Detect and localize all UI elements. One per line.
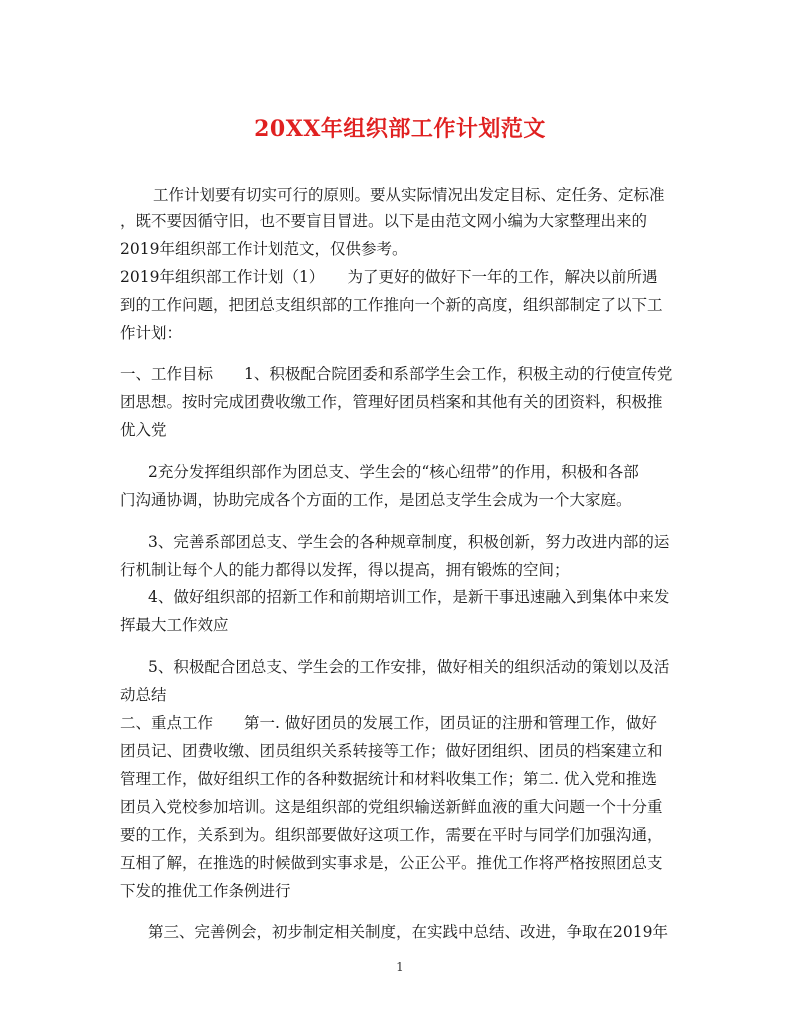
body-line: 第三、完善例会，初步制定相关制度，在实践中总结、改进，争取在2019年 bbox=[148, 923, 668, 941]
body-line: 挥最大工作效应 bbox=[120, 616, 229, 634]
body-line: 2019年组织部工作计划（1） 为了更好的做好下一年的工作，解决以前所遇 bbox=[120, 268, 658, 286]
body-line: 动总结 bbox=[120, 686, 167, 704]
body-line: 下发的推优工作条例进行 bbox=[120, 882, 291, 900]
body-line: 管理工作，做好组织工作的各种数据统计和材料收集工作；第二. 优入党和推选 bbox=[120, 770, 657, 788]
body-line: 一、工作目标 1、积极配合院团委和系部学生会工作，积极主动的行使宣传党 bbox=[120, 365, 673, 383]
body-line: 团员入党校参加培训。这是组织部的党组织输送新鲜血液的重大问题一个十分重 bbox=[120, 798, 663, 816]
page-number: 1 bbox=[396, 960, 404, 974]
body-line: 到的工作问题，把团总支组织部的工作推向一个新的高度，组织部制定了以下工 bbox=[120, 296, 663, 314]
body-line: 行机制让每个人的能力都得以发挥，得以提高，拥有锻炼的空间； bbox=[120, 561, 570, 579]
body-line: 作计划： bbox=[120, 324, 183, 342]
body-line: 互相了解，在推选的时候做到实事求是，公正公平。推优工作将严格按照团总支 bbox=[120, 854, 663, 872]
body-line: 优入党 bbox=[120, 421, 167, 439]
document-title: 20XX年组织部工作计划范文 bbox=[254, 116, 546, 142]
body-line: ，既不要因循守旧，也不要盲目冒进。以下是由范文网小编为大家整理出来的 bbox=[120, 212, 648, 230]
body-line: 团思想。按时完成团费收缴工作，管理好团员档案和其他有关的团资料，积极推 bbox=[120, 393, 663, 411]
body-line: 2019年组织部工作计划范文，仅供参考。 bbox=[120, 240, 408, 258]
body-line: 工作计划要有切实可行的原则。要从实际情况出发定目标、定任务、定标准 bbox=[153, 186, 665, 204]
body-line: 二、重点工作 第一. 做好团员的发展工作，团员证的注册和管理工作，做好 bbox=[120, 714, 657, 732]
body-line: 3、完善系部团总支、学生会的各种规章制度，积极创新，努力改进内部的运 bbox=[148, 533, 670, 551]
body-line: 2充分发挥组织部作为团总支、学生会的“核心纽带”的作用，积极和各部 bbox=[148, 463, 639, 481]
body-line: 4、做好组织部的招新工作和前期培训工作，是新干事迅速融入到集体中来发 bbox=[148, 588, 670, 606]
body-line: 团员记、团费收缴、团员组织关系转接等工作；做好团组织、团员的档案建立和 bbox=[120, 742, 663, 760]
body-line: 5、积极配合团总支、学生会的工作安排，做好相关的组织活动的策划以及活 bbox=[148, 658, 670, 676]
body-line: 门沟通协调，协助完成各个方面的工作，是团总支学生会成为一个大家庭。 bbox=[120, 491, 632, 509]
body-line: 要的工作，关系到为。组织部要做好这项工作，需要在平时与同学们加强沟通， bbox=[120, 826, 663, 844]
